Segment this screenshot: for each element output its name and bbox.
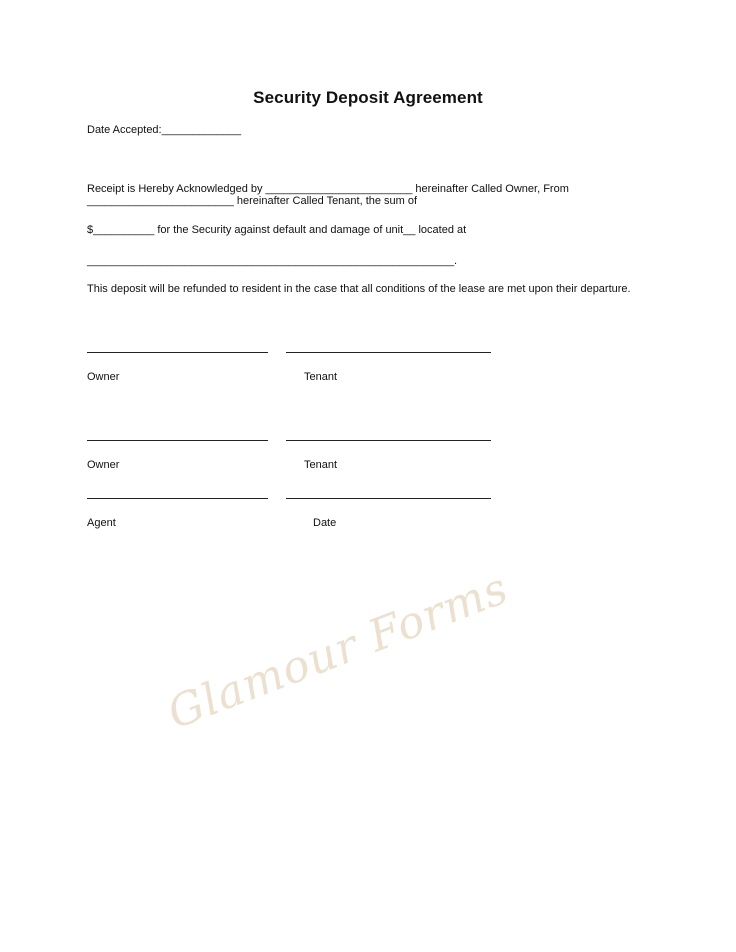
tenant-label-2: Tenant bbox=[304, 459, 338, 471]
tenant-label: Tenant bbox=[304, 371, 338, 383]
owner-label-2: Owner bbox=[87, 459, 120, 471]
date-accepted-field: Date Accepted:_____________ bbox=[87, 124, 242, 136]
owner-signature-line-2 bbox=[87, 440, 268, 441]
owner-signature-line bbox=[87, 352, 268, 353]
date-label: Date bbox=[313, 517, 337, 529]
tenant-signature-line-2 bbox=[286, 440, 491, 441]
refund-clause: This deposit will be refunded to resident in the case that all conditions of the lease are met upon their departure. bbox=[87, 283, 631, 295]
document-title: Security Deposit Agreement bbox=[253, 88, 483, 107]
tenant-signature-line bbox=[286, 352, 491, 353]
receipt-line-1: Receipt is Hereby Acknowledged by ________________________ hereinafter Called Owner, From bbox=[87, 183, 569, 195]
receipt-line-2: ________________________ hereinafter Called Tenant, the sum of bbox=[87, 195, 418, 207]
agent-signature-line bbox=[87, 498, 268, 499]
sum-line: $__________ for the Security against default and damage of unit__ located at bbox=[87, 224, 467, 236]
agent-label: Agent bbox=[87, 517, 116, 529]
watermark-logo: Glamour Forms bbox=[160, 562, 516, 740]
owner-label: Owner bbox=[87, 371, 120, 383]
date-signature-line bbox=[286, 498, 491, 499]
location-line: ____________________________________________________________. bbox=[87, 255, 458, 267]
